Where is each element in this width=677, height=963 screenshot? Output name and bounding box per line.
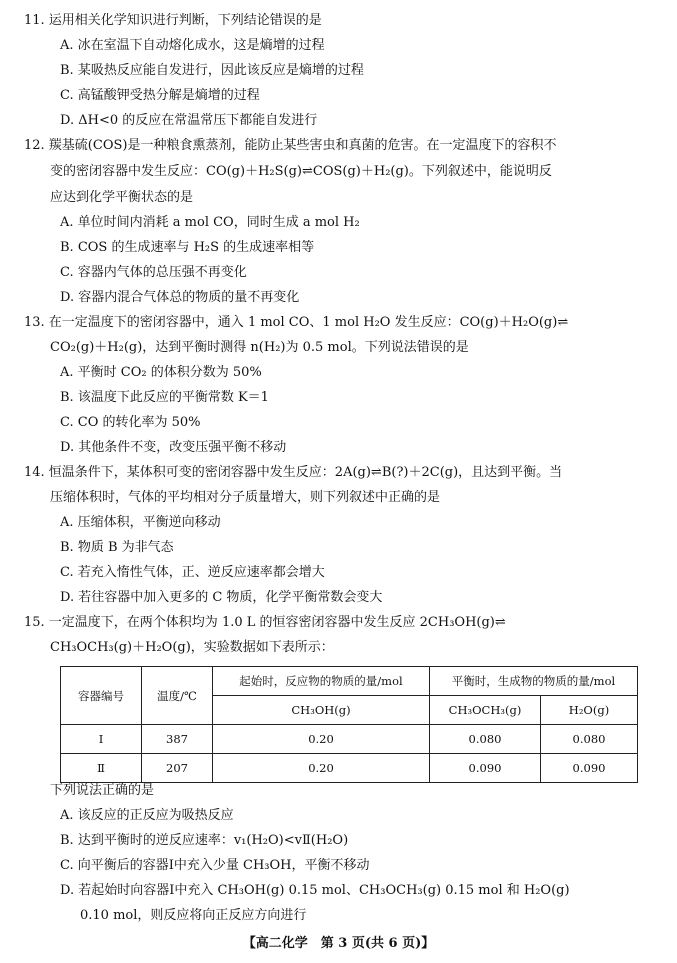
- q12-stem-line3: 应达到化学平衡状态的是: [50, 190, 194, 205]
- header-temperature: 温度/℃: [142, 667, 213, 725]
- q15-stem-line1: 15. 一定温度下，在两个体积均为 1.0 L 的恒容密闭容器中发生反应 2CH₃OH(g)⇌: [24, 615, 506, 630]
- header-container-id: 容器编号: [61, 667, 142, 725]
- cell-h2o: 0.090: [541, 754, 638, 783]
- q12-stem-line2: 变的密闭容器中发生反应：CO(g)＋H₂S(g)⇌COS(g)＋H₂(g)。下列叙述中，能说明反: [50, 164, 552, 179]
- q13-option-a: A. 平衡时 CO₂ 的体积分数为 50%: [60, 365, 262, 380]
- subheader-h2o: H₂O(g): [541, 696, 638, 725]
- q13-stem-line1: 13. 在一定温度下的密闭容器中，通入 1 mol CO、1 mol H₂O 发生反应：CO(g)＋H₂O(g)⇌: [24, 315, 569, 330]
- q14-stem-line1: 14. 恒温条件下，某体积可变的密闭容器中发生反应：2A(g)⇌B(?)＋2C(g)，且达到平衡。当: [24, 465, 563, 480]
- cell-ch3och3: 0.080: [430, 725, 541, 754]
- q15-option-a: A. 该反应的正反应为吸热反应: [60, 808, 234, 823]
- cell-container-id: Ⅰ: [61, 725, 142, 754]
- table-row: [61, 754, 638, 783]
- q15-prompt: 下列说法正确的是: [50, 783, 155, 798]
- cell-temperature: 207: [142, 754, 213, 783]
- q11-option-a: A. 冰在室温下自动熔化成水，这是熵增的过程: [60, 38, 325, 53]
- q12-option-b: B. COS 的生成速率与 H₂S 的生成速率相等: [60, 240, 315, 255]
- q11-option-c: C. 高锰酸钾受热分解是熵增的过程: [60, 88, 260, 103]
- q14-option-c: C. 若充入惰性气体，正、逆反应速率都会增大: [60, 565, 325, 580]
- q13-option-d: D. 其他条件不变，改变压强平衡不移动: [60, 440, 287, 455]
- q13-stem-line2: CO₂(g)＋H₂(g)，达到平衡时测得 n(H₂)为 0.5 mol。下列说法错误的是: [50, 340, 469, 355]
- q12-option-c: C. 容器内气体的总压强不再变化: [60, 265, 247, 280]
- q14-option-d: D. 若往容器中加入更多的 C 物质，化学平衡常数会变大: [60, 590, 383, 605]
- cell-ch3oh: 0.20: [213, 725, 430, 754]
- q11-option-d: D. ΔH<0 的反应在常温常压下都能自发进行: [60, 113, 318, 128]
- cell-ch3oh: 0.20: [213, 754, 430, 783]
- q12-option-a: A. 单位时间内消耗 a mol CO，同时生成 a mol H₂: [60, 215, 360, 230]
- q12-option-d: D. 容器内混合气体总的物质的量不再变化: [60, 290, 300, 305]
- header-equilibrium-amount: 平衡时，生成物的物质的量/mol: [430, 667, 638, 696]
- cell-ch3och3: 0.090: [430, 754, 541, 783]
- q15-option-b: B. 达到平衡时的逆反应速率：v₁(H₂O)<vⅡ(H₂O): [60, 833, 349, 848]
- q11-stem: 11. 运用相关化学知识进行判断，下列结论错误的是: [24, 13, 322, 28]
- q15-option-d-line1: D. 若起始时向容器Ⅰ中充入 CH₃OH(g) 0.15 mol、CH₃OCH₃(g) 0.15 mol 和 H₂O(g): [60, 883, 570, 898]
- q15-option-c: C. 向平衡后的容器Ⅰ中充入少量 CH₃OH，平衡不移动: [60, 858, 370, 873]
- cell-temperature: 387: [142, 725, 213, 754]
- experiment-data-table: [60, 666, 638, 783]
- header-initial-amount: 起始时，反应物的物质的量/mol: [213, 667, 430, 696]
- q14-stem-line2: 压缩体积时，气体的平均相对分子质量增大，则下列叙述中正确的是: [50, 490, 441, 505]
- q12-stem-line1: 12. 羰基硫(COS)是一种粮食熏蒸剂，能防止某些害虫和真菌的危害。在一定温度下的容积不: [24, 138, 557, 153]
- q13-option-b: B. 该温度下此反应的平衡常数 K＝1: [60, 390, 269, 405]
- q15-stem-line2: CH₃OCH₃(g)＋H₂O(g)，实验数据如下表所示：: [50, 640, 334, 655]
- q14-option-a: A. 压缩体积，平衡逆向移动: [60, 515, 221, 530]
- q15-option-d-line2: 0.10 mol，则反应将向正反应方向进行: [80, 908, 307, 923]
- q11-option-b: B. 某吸热反应能自发进行，因此该反应是熵增的过程: [60, 63, 364, 78]
- table-row: [61, 725, 638, 754]
- q13-option-c: C. CO 的转化率为 50%: [60, 415, 201, 430]
- table-header-row: [61, 667, 638, 696]
- cell-h2o: 0.080: [541, 725, 638, 754]
- subheader-ch3oh: CH₃OH(g): [213, 696, 430, 725]
- q14-option-b: B. 物质 B 为非气态: [60, 540, 174, 555]
- subheader-ch3och3: CH₃OCH₃(g): [430, 696, 541, 725]
- cell-container-id: Ⅱ: [61, 754, 142, 783]
- page-footer: 【高二化学 第 3 页(共 6 页)】: [242, 936, 435, 951]
